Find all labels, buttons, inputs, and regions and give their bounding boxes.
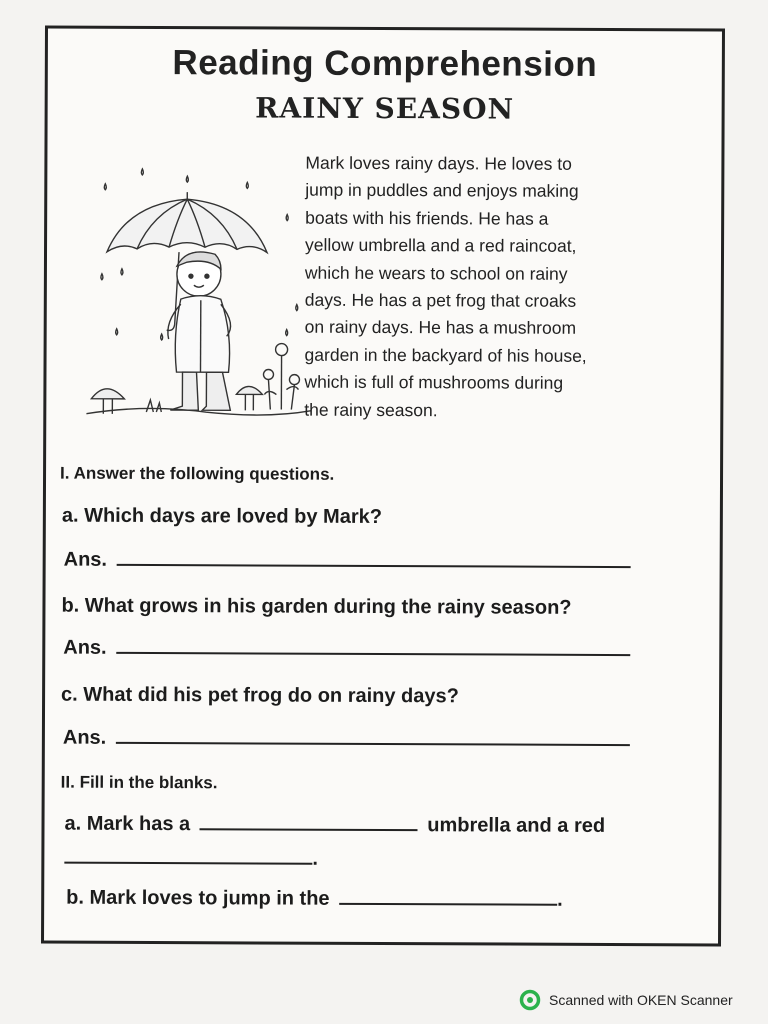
fill-a-blank-2[interactable] [64, 848, 312, 865]
answer-c-row [63, 727, 630, 752]
answer-b-blank[interactable] [116, 638, 630, 656]
passage-line: which is full of mushrooms during [304, 371, 564, 394]
answer-b-row [63, 637, 630, 662]
passage-line: boats with his friends. He has a [305, 207, 549, 229]
passage-line: which he wears to school on rainy [304, 262, 568, 284]
oken-scanner-logo-icon [519, 989, 541, 1011]
fill-blank-a-row [64, 813, 605, 838]
answer-label: Ans. [63, 636, 107, 659]
fill-blank-a-row-2 [64, 847, 318, 871]
passage-line: Mark loves rainy days. He loves to [305, 152, 572, 174]
question-b: b. What grows in his garden during the rainy season? [61, 594, 572, 619]
fill-a-period: . [312, 847, 318, 870]
section2-heading: II. Fill in the blanks. [60, 772, 218, 793]
answer-c-blank[interactable] [116, 728, 630, 746]
fill-b-text-1: b. Mark loves to jump in the [66, 886, 330, 910]
passage-line: days. He has a pet frog that croaks [304, 289, 577, 311]
passage-line: yellow umbrella and a red raincoat, [305, 234, 577, 257]
answer-label: Ans. [63, 548, 108, 571]
question-a: a. Which days are loved by Mark? [61, 504, 383, 528]
answer-a-blank[interactable] [117, 550, 631, 568]
fill-blank-b-row [66, 887, 563, 912]
scanner-watermark [519, 989, 733, 1011]
fill-a-blank-1[interactable] [200, 814, 418, 831]
answer-a-row [64, 549, 631, 574]
fill-b-blank[interactable] [339, 889, 557, 906]
worksheet-subtitle: RAINY SEASON [255, 91, 515, 126]
question-c: c. What did his pet frog do on rainy days? [61, 683, 459, 708]
fill-a-text-1: a. Mark has a [64, 812, 191, 836]
reading-passage [304, 150, 697, 426]
worksheet-title: Reading Comprehension [172, 43, 598, 84]
fill-a-text-2: umbrella and a red [427, 814, 606, 837]
passage-line: jump in puddles and enjoys making [305, 180, 579, 202]
worksheet [41, 26, 725, 947]
answer-label: Ans. [62, 726, 107, 749]
scanner-text: Scanned with OKEN Scanner [549, 992, 733, 1008]
passage-line: garden in the backyard of his house, [304, 344, 587, 366]
section1-heading: I. Answer the following questions. [60, 463, 335, 484]
boy-with-umbrella-illustration [86, 154, 312, 427]
passage-line: the rainy season. [304, 399, 438, 420]
passage-line: on rainy days. He has a mushroom [304, 317, 577, 339]
fill-b-period: . [557, 888, 563, 911]
